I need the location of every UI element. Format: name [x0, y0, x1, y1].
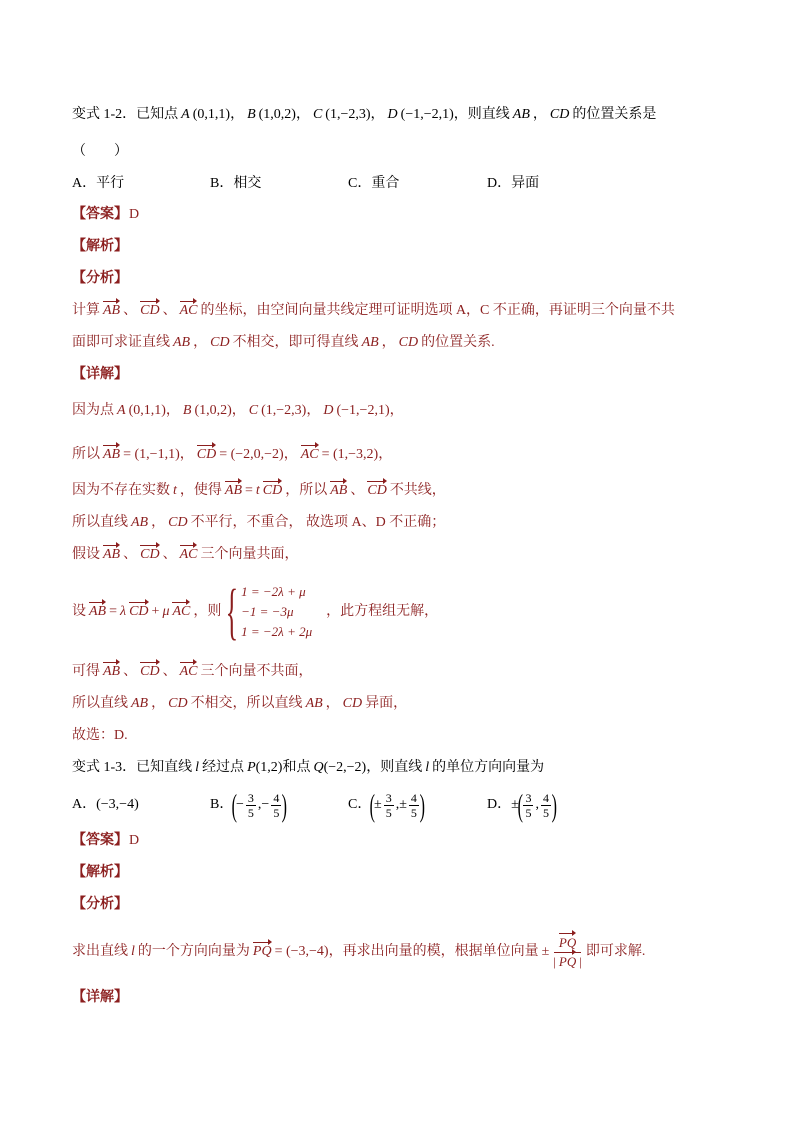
vector-ab: AB	[103, 447, 121, 462]
q2-fenxi-line	[72, 930, 645, 974]
equation: 1 = −2λ + μ	[241, 584, 306, 599]
denominator: 5	[410, 805, 417, 820]
numerator: 4	[542, 790, 549, 805]
stem-text: 经过点	[202, 760, 245, 775]
vector-ac: AC	[179, 547, 198, 562]
variable-t: t	[173, 483, 177, 498]
stem-text: ，则直线	[453, 107, 510, 122]
point-q-label: Q	[313, 760, 324, 775]
separator: ，	[306, 403, 321, 418]
fenxi-label: 【分析】	[72, 897, 128, 912]
open-paren: (	[370, 787, 376, 823]
separator: ，	[179, 447, 194, 462]
detail-text: 不平行，不重合， 故选项 A、D 不正确；	[190, 515, 446, 530]
equation: 1 = −2λ + 2μ	[241, 624, 313, 639]
q1-option-a[interactable]	[72, 175, 124, 193]
line-cd: CD	[398, 335, 419, 350]
detail-text: ，使得	[179, 483, 222, 498]
close-paren: )	[551, 787, 557, 823]
q1-xiangjie-heading	[72, 366, 128, 384]
q1-detail-line-9	[72, 727, 128, 745]
line-cd: CD	[549, 107, 570, 122]
option-label: A．	[72, 797, 97, 812]
equation: −1 = −3μ	[241, 604, 294, 619]
point-a-coordinates: (0,1,1)	[128, 403, 166, 418]
q1-detail-line-4	[72, 514, 445, 532]
analysis-text: 不相交，即可得直线	[232, 335, 359, 350]
separator: 、	[350, 483, 365, 498]
vector-cd: CD	[196, 447, 217, 462]
detail-text: 设	[72, 604, 86, 619]
answer-value: D	[129, 833, 140, 848]
line-ab: AB	[512, 107, 530, 122]
separator: ，	[389, 403, 404, 418]
analysis-text: 的位置关系.	[421, 335, 495, 350]
detail-text: 所以直线	[72, 515, 128, 530]
separator: ，	[378, 447, 393, 462]
analysis-text: 的坐标，由空间向量共线定理可证明选项 A，C 不正确，再证明三个向量不共	[200, 303, 675, 318]
sign: −	[236, 797, 244, 812]
xiangjie-label: 【详解】	[72, 367, 128, 382]
answer-label: 【答案】	[72, 207, 128, 222]
comma: ,	[395, 797, 400, 812]
point-b-label: B	[247, 107, 256, 122]
equals-sign: =	[245, 483, 253, 498]
separator: ，	[165, 403, 180, 418]
q2-option-b[interactable]	[210, 787, 286, 823]
vector-cd-value: = (−2,0,−2)	[219, 447, 284, 462]
q1-option-b[interactable]	[210, 175, 261, 193]
line-l: l	[131, 944, 135, 959]
line-ab: AB	[305, 696, 323, 711]
q2-answer	[72, 832, 139, 850]
detail-text: 因为点	[72, 403, 114, 418]
option-label: B．	[210, 176, 234, 191]
line-l: l	[195, 760, 200, 775]
point-p-label: P	[247, 760, 256, 775]
q1-detail-line-6	[72, 578, 439, 646]
plus-minus-sign: ±	[541, 944, 550, 959]
denominator: 5	[542, 805, 549, 820]
point-p-coordinates: (1,2)	[255, 760, 283, 775]
separator: ，	[532, 107, 547, 122]
plus-sign: +	[151, 604, 160, 619]
detail-text: 不共线，	[389, 483, 446, 498]
detail-text: ，则	[193, 604, 222, 619]
point-a-label: A	[181, 107, 190, 122]
point-d-label: D	[387, 107, 398, 122]
detail-text: 异面，	[365, 696, 408, 711]
vector-ab: AB	[89, 604, 107, 619]
line-ab: AB	[173, 335, 191, 350]
point-c-label: C	[248, 403, 259, 418]
unit-vector-fraction	[551, 934, 584, 971]
denominator: 5	[273, 805, 280, 820]
vector-cd: CD	[140, 547, 160, 562]
option-text: 重合	[371, 176, 400, 191]
line-ab: AB	[361, 335, 379, 350]
q1-stem	[72, 106, 656, 124]
detail-text: ，此方程组无解，	[326, 604, 439, 619]
q1-detail-line-7	[72, 663, 312, 681]
separator: 、	[162, 303, 177, 318]
fraction	[541, 791, 551, 820]
detail-text: 所以	[72, 447, 100, 462]
detail-text: 假设	[72, 547, 100, 562]
comma: ,	[535, 797, 539, 812]
separator: ，	[230, 107, 245, 122]
q1-answer	[72, 206, 139, 224]
vector-ab: AB	[103, 303, 121, 318]
numerator	[554, 934, 581, 953]
vector-pq: PQ	[252, 944, 272, 959]
vector-ab-value: = (1,−1,1)	[123, 447, 180, 462]
stem-text: 的位置关系是	[572, 107, 657, 122]
line-cd: CD	[210, 335, 230, 350]
detail-text: 三个向量共面，	[200, 547, 299, 562]
q2-jiexi	[72, 864, 128, 882]
detail-text: ，所以	[285, 483, 328, 498]
q2-option-d[interactable]	[487, 787, 556, 823]
option-label: D．	[487, 176, 512, 191]
stem-text: 变式 1-3．已知直线	[72, 760, 193, 775]
separator: ，	[283, 447, 298, 462]
sign: −	[261, 797, 270, 812]
line-cd: CD	[342, 696, 363, 711]
sign: ±	[511, 797, 519, 812]
answer-blank: （ ）	[72, 144, 128, 159]
option-label: C．	[348, 797, 372, 812]
vector-ac: AC	[172, 604, 191, 619]
line-l: l	[425, 760, 430, 775]
comma: ,	[257, 797, 262, 812]
q1-answer-blank	[72, 143, 128, 161]
vector-ac-value: = (1,−3,2)	[321, 447, 379, 462]
answer-value: D	[129, 207, 140, 222]
detail-text: 所以直线	[72, 696, 128, 711]
q2-option-c[interactable]	[348, 787, 424, 823]
vector-pq: PQ	[558, 934, 577, 950]
q2-xiangjie-heading	[72, 989, 128, 1007]
option-text: 平行	[96, 176, 125, 191]
separator: ，	[295, 107, 310, 122]
option-label: A．	[72, 176, 97, 191]
vector-cd: CD	[129, 604, 149, 619]
separator: ，	[193, 335, 208, 350]
q1-fenxi-line-2	[72, 334, 495, 352]
detail-text: 三个向量不共面，	[200, 664, 313, 679]
analysis-text: 面即可求证直线	[72, 335, 170, 350]
analysis-text: 即可求解.	[585, 944, 646, 959]
close-paren: )	[419, 787, 425, 823]
vector-cd: CD	[367, 483, 387, 498]
q1-options	[72, 175, 632, 193]
vector-ac: AC	[179, 303, 198, 318]
vector-ac: AC	[300, 447, 319, 462]
option-text: 相交	[233, 176, 262, 191]
point-q-coordinates: (−2,−2)	[323, 760, 367, 775]
q1-detail-line-8	[72, 695, 407, 713]
analysis-text: ，再求出向量的模，根据单位向量	[328, 944, 539, 959]
denominator: 5	[385, 805, 392, 820]
q2-fenxi-heading	[72, 896, 128, 914]
equation-system	[241, 582, 312, 642]
point-b-label: B	[182, 403, 192, 418]
separator: ，	[231, 403, 246, 418]
point-d-coordinates: (−1,−2,1)	[400, 107, 454, 122]
vector-ab: AB	[224, 483, 242, 498]
numerator: 3	[385, 790, 392, 805]
vector-pq-value: = (−3,−4)	[274, 944, 329, 959]
open-paren: (	[517, 787, 523, 823]
equals-sign: =	[109, 604, 118, 619]
q1-option-c[interactable]	[348, 175, 399, 193]
stem-text: 的单位方向向量为	[432, 760, 545, 775]
variable-t: t	[255, 483, 260, 498]
q2-stem	[72, 759, 544, 777]
separator: ，	[381, 335, 396, 350]
stem-text: 变式 1-2．已知点	[72, 107, 179, 122]
q1-jiexi	[72, 238, 128, 256]
q2-options	[72, 787, 632, 823]
abs-bar: |	[579, 953, 582, 969]
open-paren: (	[232, 787, 238, 823]
abs-bar: |	[553, 953, 556, 969]
q2-option-a[interactable]	[72, 787, 139, 823]
sign: ±	[374, 797, 382, 812]
option-text: (−3,−4)	[96, 797, 139, 812]
fraction	[523, 791, 533, 820]
vector-ab: AB	[103, 664, 121, 679]
separator: 、	[162, 547, 177, 562]
jiexi-label: 【解析】	[72, 239, 128, 254]
line-ab: AB	[131, 515, 149, 530]
separator: 、	[123, 547, 138, 562]
option-label: B．	[210, 797, 234, 812]
point-c-coordinates: (1,−2,3)	[325, 107, 371, 122]
separator: ，	[151, 515, 166, 530]
detail-text: 因为不存在实数	[72, 483, 170, 498]
option-label: D．	[487, 797, 512, 812]
stem-text: 和点	[282, 760, 311, 775]
fenxi-label: 【分析】	[72, 271, 128, 286]
vector-ac: AC	[179, 664, 198, 679]
separator: ，	[151, 696, 166, 711]
analysis-text: 计算	[72, 303, 100, 318]
q1-option-d[interactable]	[487, 175, 539, 193]
separator: ，	[325, 696, 340, 711]
denominator: 5	[247, 805, 254, 820]
point-a-label: A	[117, 403, 126, 418]
separator: 、	[162, 664, 177, 679]
fraction	[271, 791, 281, 820]
numerator: 3	[525, 790, 532, 805]
fraction	[384, 791, 394, 820]
line-cd: CD	[168, 515, 188, 530]
close-paren: )	[281, 787, 288, 823]
separator: 、	[123, 303, 138, 318]
numerator: 3	[247, 790, 254, 805]
point-c-coordinates: (1,−2,3)	[261, 403, 307, 418]
sign: ±	[399, 797, 407, 812]
q1-fenxi-heading	[72, 270, 128, 288]
vector-ab: AB	[103, 547, 121, 562]
numerator: 4	[273, 790, 280, 805]
analysis-text: 求出直线	[72, 944, 128, 959]
q1-detail-line-1	[72, 402, 404, 420]
answer-label: 【答案】	[72, 833, 128, 848]
line-cd: CD	[168, 696, 188, 711]
vector-ab: AB	[330, 483, 348, 498]
fraction	[246, 791, 256, 820]
q1-detail-line-5	[72, 546, 298, 564]
xiangjie-label: 【详解】	[72, 990, 128, 1005]
vector-pq: PQ	[558, 953, 577, 969]
denominator: 5	[525, 805, 532, 820]
numerator: 4	[410, 790, 417, 805]
option-text: 异面	[511, 176, 540, 191]
vector-cd: CD	[140, 664, 160, 679]
separator: ，	[370, 107, 385, 122]
q1-detail-line-3	[72, 482, 446, 500]
jiexi-label: 【解析】	[72, 865, 128, 880]
point-b-coordinates: (1,0,2)	[194, 403, 232, 418]
vector-cd: CD	[262, 483, 283, 498]
line-ab: AB	[131, 696, 149, 711]
denominator	[551, 953, 584, 971]
detail-text: 不相交，所以直线	[190, 696, 303, 711]
analysis-text: 的一个方向向量为	[137, 944, 250, 959]
point-b-coordinates: (1,0,2)	[258, 107, 296, 122]
q1-detail-line-2	[72, 446, 392, 464]
fraction	[409, 791, 419, 820]
point-c-label: C	[312, 107, 323, 122]
q1-fenxi-line-1	[72, 302, 675, 320]
detail-text: 可得	[72, 664, 100, 679]
point-d-coordinates: (−1,−2,1)	[336, 403, 390, 418]
stem-text: ，则直线	[366, 760, 423, 775]
vector-cd: CD	[140, 303, 160, 318]
system-brace: {	[226, 578, 239, 646]
separator: 、	[123, 664, 138, 679]
variable-mu: μ	[162, 604, 170, 619]
option-label: C．	[348, 176, 372, 191]
point-a-coordinates: (0,1,1)	[192, 107, 231, 122]
variable-lambda: λ	[120, 604, 127, 619]
detail-text: 故选：D.	[72, 728, 128, 743]
point-d-label: D	[323, 403, 334, 418]
